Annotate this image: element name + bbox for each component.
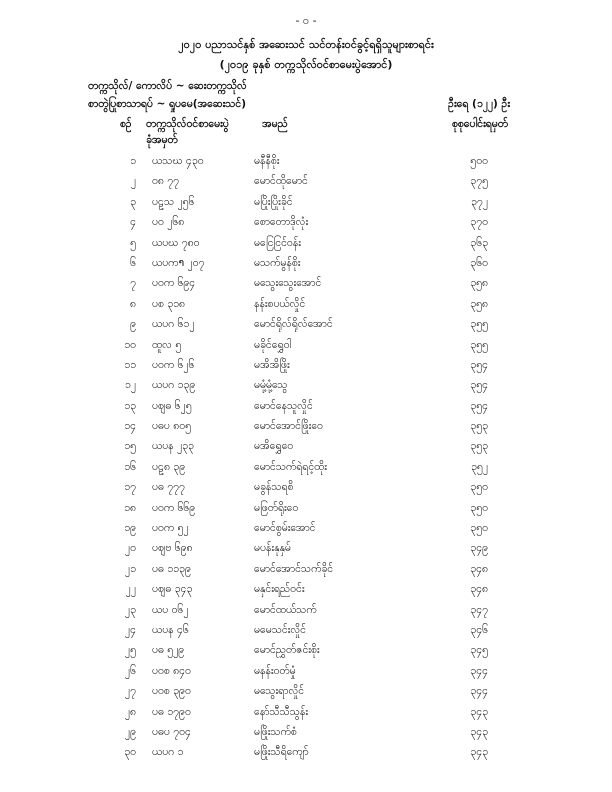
table-row [0,641,612,661]
total-marks: ၃၄၈ [470,583,488,596]
student-name: မောင်အောင်ဖြိုးဝေ [254,420,323,433]
row-number: ၂၃ [124,603,136,616]
table-row [0,397,612,417]
total-marks: ၅၀၀ [470,155,488,167]
row-number: ၆ [130,256,136,269]
row-number: ၁၁ [124,358,136,371]
roll-number: ယပန ၄၆ [152,623,189,636]
total-marks: ၃၅၅ [470,318,488,331]
table-row [0,213,612,233]
student-name: မမေသင်းလှိုင် [254,623,307,636]
row-number: ၂၁ [124,562,136,575]
student-name: နန်းစပယ်လှိုင် [254,297,306,310]
roll-number: ပဓ ၇၇၇ [152,481,185,494]
row-number: ၂၅ [124,644,136,657]
row-number: ၂၆ [124,664,136,677]
student-name: မငြေငြင်ဝန်း [254,236,301,249]
row-number: ၂၇ [124,685,136,698]
row-number: ၁၀ [124,338,136,351]
row-number: ၅ [130,236,136,249]
roll-number: ပဝက ၆၂၆ [152,358,195,371]
roll-number: ပဝက ၆၉၄ [152,277,196,290]
table-row [0,172,612,192]
table-row [0,274,612,294]
student-name: မောင်စွမ်းအောင် [254,522,316,535]
roll-number: ယပဃ ၇၈၀ [152,236,200,249]
roll-number: ယပဂ ၁ [152,746,184,759]
roll-number: ပဓပ ၇၀၄ [152,725,191,738]
table-row [0,703,612,723]
student-name: မပန်းနုနှမ် [254,542,291,555]
header-roll: တက္ကသိုလ်ဝင်စာမေးပွဲ [146,118,229,130]
student-name: စောတောဒိုလုံး [254,216,309,229]
student-name: မနှင်းရည်ဝင်း [254,583,305,596]
total-marks: ၃၆၃ [470,236,488,249]
table-row [0,295,612,315]
roll-number: ပဈဓ ၆၂၅ [152,399,192,412]
roll-number: ယပကາ ၂၀၇ [152,256,205,269]
total-marks: ၃၅၄ [470,379,488,392]
total-marks: ၃၄၇ [470,603,488,616]
table-row [0,539,612,559]
table-row [0,356,612,376]
total-marks: ၃၄၄ [470,685,488,698]
table-row [0,254,612,274]
table-row [0,662,612,682]
total-marks: ၃၄၃ [470,746,488,759]
header-no: စဉ် [120,118,132,130]
student-name: မသွေးသွေးအောင် [254,277,322,290]
roll-number: ယပန ၂၃၃ [152,440,194,453]
roll-number: ပဈဓ ၃၄၃ [152,583,193,596]
row-number: ၇ [130,277,136,290]
row-number: ၁၄ [124,420,136,433]
student-name: နော်သီသီသွန်း [254,705,309,718]
total-marks: ၃၅၅ [470,338,488,351]
table-row [0,336,612,356]
student-name: မဖြိုးသက်စံ [254,725,297,738]
roll-number: ပဓ ၁၇၉၀ [152,705,191,718]
student-name: မနီနီစိုး [254,155,280,167]
student-name: မဖြတ်ရိုးဝေ [254,501,299,514]
row-number: ၁၈ [124,501,136,514]
roll-number: ပဓ ၁၁၃၉ [152,562,191,575]
row-number: ၁၂ [124,379,136,392]
total-marks: ၃၄၃ [470,705,488,718]
total-marks: ၃၄၉ [470,542,488,555]
total-marks: ၃၅၀ [470,522,488,535]
student-name: မအိအိဖြိုး [254,358,290,371]
row-number: ၁ [130,155,136,167]
table-row [0,743,612,763]
header-roll-line2: ခုံအမှတ် [146,134,178,146]
total-marks: ၃၄၃ [470,725,488,738]
roll-number: ထူလ ၅ [152,338,182,351]
roll-number: ပဠ၈ ၃၉ [152,460,186,473]
total-marks: ၃၅၀ [470,501,488,514]
total-marks: ၃၇၀ [470,216,488,229]
student-name: မမုံ့မုံ့သွေ [254,379,288,392]
document-title: ၂၀၂၀ ပညာသင်နှစ် အဆေးသင် သင်တန်းဝင်ခွင့်ရရှိသူများစာရင်း [178,38,434,51]
total-marks: ၃၅၄ [470,358,488,371]
student-name: မောင်ရိုလ်ရိုလ်အောင် [254,318,333,331]
student-name: မောင်ထိုမောင် [254,175,308,188]
table-row [0,499,612,519]
table-row [0,723,612,743]
exam-center-label: စာတွဲပြုစာသာရပ် ~ ရှုပမေ(အဆေးသင်) [88,98,247,110]
row-number: ၃၀ [124,746,136,759]
row-number: ၂၂ [125,583,136,596]
student-name: မောင်နေသူလှိုင် [254,399,313,412]
table-row [0,601,612,621]
row-number: ၃ [130,195,136,208]
row-number: ၂၉ [124,725,136,738]
roll-number: ပဝစ ၃၉၀ [152,685,191,698]
table-row [0,580,612,600]
roll-number: ယသဃ ၄၃၀ [152,155,204,167]
total-marks: ၃၅၀ [470,481,488,494]
row-number: ၂၄ [124,623,136,636]
table-row [0,478,612,498]
total-marks: ၃၅၂ [471,460,488,473]
table-row [0,519,612,539]
student-name: မနန်းဝတ်မှုံ [254,664,296,677]
university-label: တက္ကသိုလ်/ ကောလိပ် ~ ဆေးတက္ကသိုလ် [88,80,247,92]
row-number: ၁၅ [124,440,136,453]
student-name: မခွန်သရစိ [254,481,294,494]
total-marks: ၃၅၈ [470,277,488,290]
roll-number: ပဝစ ၈၄၀ [152,664,191,677]
page-number: - ၀ - [295,14,317,27]
total-marks: ၃၇၅ [470,175,488,188]
row-number: ၉ [130,318,136,331]
student-name: မောင်ညွှတ်ဇင်းစိုး [254,644,320,657]
row-number: ၁၃ [124,399,136,412]
total-marks: ၃၅၄ [470,399,488,412]
table-row [0,621,612,641]
student-name: မခိုင်ရွှေဝါ [254,338,292,351]
row-number: ၈ [130,297,136,310]
row-number: ၁၆ [124,460,136,473]
roll-number: ယပဂ ၆၁၂ [152,318,195,331]
total-marks: ၃၄၅ [470,644,488,657]
total-marks: ၃၄၈ [470,562,488,575]
total-marks: ၃၅၈ [470,297,488,310]
row-number: ၁၇ [124,481,136,494]
roll-number: ပဓ ၅၂၉ [152,644,185,657]
roll-number: ပဠသ ၂၅၆ [152,195,195,208]
student-name: မဖြိုးသီရိကျော် [254,746,309,759]
roll-number: ၀၈ ၇၇ [152,175,180,188]
row-number: ၁၉ [124,522,136,535]
total-marks: ၃၇၂ [471,195,488,208]
document-subtitle: (၂၀၁၉ ခုနှစ် တက္ကသိုလ်ဝင်စာမေးပွဲအောင်) [219,58,393,71]
table-row [0,315,612,335]
roll-number: ပဝက ၆၆၉ [152,501,196,514]
table-row [0,152,612,172]
results-list [0,152,612,764]
cutoff-label: ဦးရေ (၁၂၂) ဦး [448,98,510,110]
roll-number: ယပဂ ၁၃၉ [152,379,196,392]
table-row [0,560,612,580]
roll-number: ပဈဗ ၆၉၈ [152,542,193,555]
table-row [0,376,612,396]
row-number: ၂ [130,175,136,188]
header-marks: စုစုပေါင်းရမှတ် [451,118,508,130]
student-name: မသက်မွန်စိုး [254,256,301,269]
roll-number: ပဝ ၂၆၈ [152,216,185,229]
total-marks: ၃၄၆ [470,623,488,636]
table-row [0,458,612,478]
total-marks: ၃၅၃ [470,440,488,453]
roll-number: ပစ ၃၁၈ [152,297,186,310]
total-marks: ၃၄၄ [470,664,488,677]
table-row [0,682,612,702]
table-row [0,193,612,213]
table-row [0,234,612,254]
roll-number: ယပ ၀၆၂ [152,603,189,616]
student-name: မပြိုးပြိုးခိုင် [254,195,293,208]
table-row [0,417,612,437]
total-marks: ၃၅၃ [470,420,488,433]
student-name: မောင်ထယ်သက် [254,603,317,616]
row-number: ၂၈ [124,705,136,718]
student-name: မောင်သက်ရဲရင့်ထိုး [254,460,327,473]
header-name: အမည် [262,118,288,130]
total-marks: ၃၆၀ [470,256,488,269]
student-name: မအိရွှေဝေ [254,440,294,453]
student-name: မသွေးရာလှိုင် [254,685,305,698]
row-number: ၄ [130,216,136,229]
roll-number: ပဝက ၅၂ [152,522,189,535]
student-name: မောင်အောင်သက်ခိုင် [254,562,334,575]
row-number: ၂၀ [124,542,136,555]
roll-number: ပဓပ ၈၀၅ [152,420,192,433]
table-row [0,437,612,457]
